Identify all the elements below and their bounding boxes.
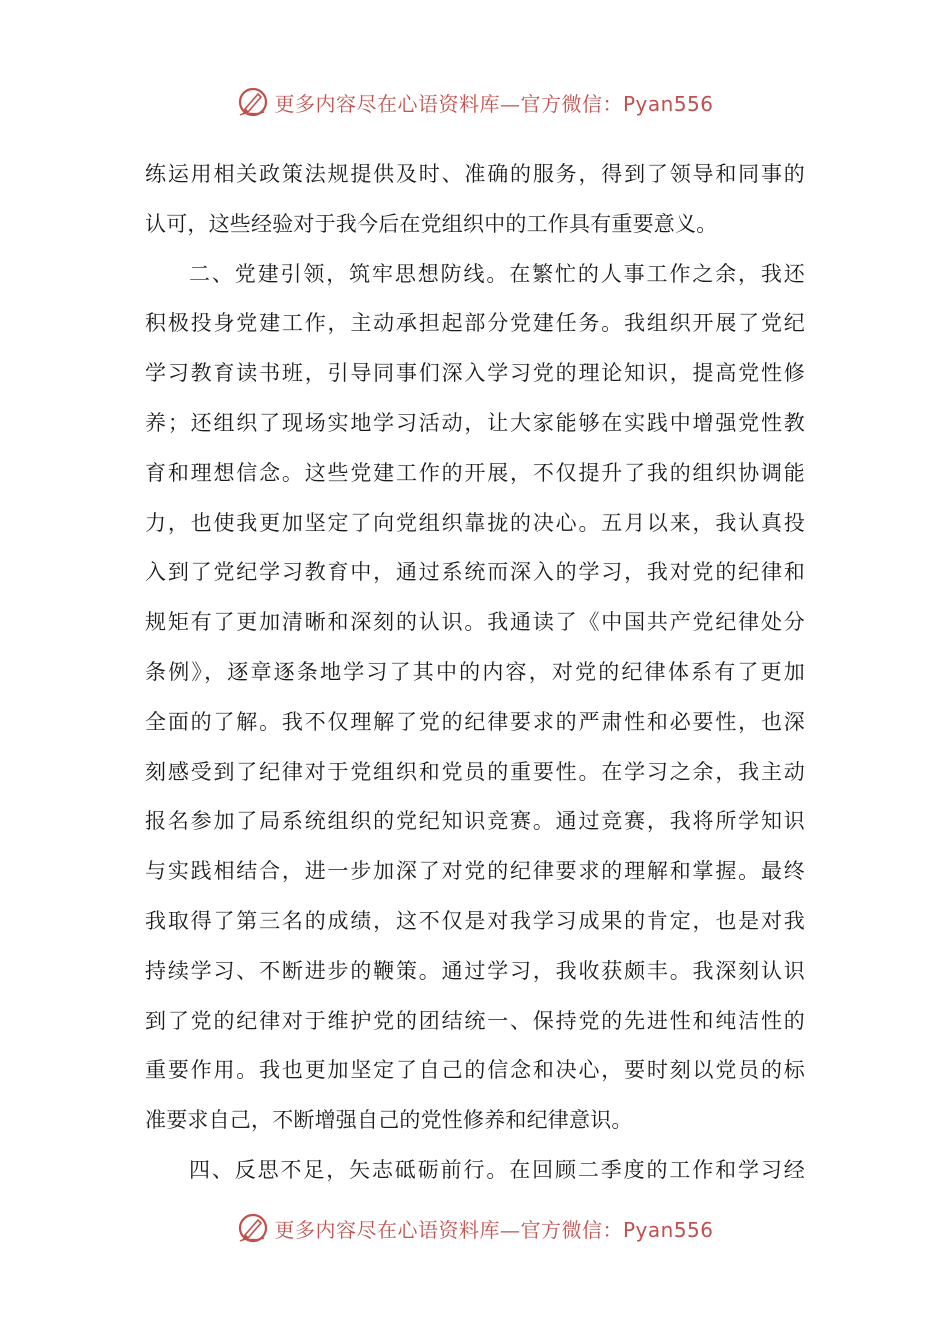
text-line: 条例》，逐章逐条地学习了其中的内容，对党的纪律体系有了更加 <box>145 659 805 684</box>
pen-logo-icon <box>236 85 270 119</box>
pen-logo-icon <box>236 1211 270 1245</box>
text-line: 入到了党纪学习教育中，通过系统而深入的学习，我对党的纪律和 <box>145 560 805 585</box>
text-line: 重要作用。我也更加坚定了自己的信念和决心，要时刻以党员的标 <box>145 1058 805 1083</box>
banner-text <box>274 88 713 117</box>
document-body <box>145 150 805 1196</box>
text-line: 学习教育读书班，引导同事们深入学习党的理论知识，提高党性修 <box>145 361 805 386</box>
text-line: 刻感受到了纪律对于党组织和党员的重要性。在学习之余，我主动 <box>145 759 805 784</box>
text-line: 练运用相关政策法规提供及时、准确的服务，得到了领导和同事的 <box>145 162 805 186</box>
text-line: 养；还组织了现场实地学习活动，让大家能够在实践中增强党性教 <box>145 410 805 435</box>
text-line: 全面的了解。我不仅理解了党的纪律要求的严肃性和必要性，也深 <box>145 709 805 734</box>
text-line: 力，也使我更加坚定了向党组织靠拢的决心。五月以来，我认真投 <box>145 510 805 535</box>
header-banner <box>0 82 950 122</box>
text-line: 持续学习、不断进步的鞭策。通过学习，我收获颇丰。我深刻认识 <box>145 958 805 983</box>
text-line: 积极投身党建工作，主动承担起部分党建任务。我组织开展了党纪 <box>145 311 805 336</box>
footer-banner <box>0 1208 950 1248</box>
banner-label: 更多内容尽在心语资料库—官方微信： <box>274 1217 623 1242</box>
text-line: 育和理想信念。这些党建工作的开展，不仅提升了我的组织协调能 <box>145 460 805 485</box>
wechat-id: Pyan556 <box>622 91 714 116</box>
text-line: 到了党的纪律对于维护党的团结统一、保持党的先进性和纯洁性的 <box>145 1008 805 1033</box>
paragraph-start-line: 二、党建引领，筑牢思想防线。在繁忙的人事工作之余，我还 <box>189 261 805 286</box>
text-line: 我取得了第三名的成绩，这不仅是对我学习成果的肯定，也是对我 <box>145 908 805 933</box>
text-line: 规矩有了更加清晰和深刻的认识。我通读了《中国共产党纪律处分 <box>145 610 805 635</box>
text-line: 认可，这些经验对于我今后在党组织中的工作具有重要意义。 <box>145 211 718 236</box>
wechat-id: Pyan556 <box>622 1217 714 1242</box>
paragraph-start-line: 四、反思不足，矢志砥砺前行。在回顾二季度的工作和学习经 <box>189 1157 805 1182</box>
banner-text <box>274 1214 713 1243</box>
banner-label: 更多内容尽在心语资料库—官方微信： <box>274 91 623 116</box>
text-line: 报名参加了局系统组织的党纪知识竞赛。通过竞赛，我将所学知识 <box>145 809 805 834</box>
text-line: 与实践相结合，进一步加深了对党的纪律要求的理解和掌握。最终 <box>145 859 805 884</box>
text-line: 准要求自己，不断增强自己的党性修养和纪律意识。 <box>145 1108 633 1133</box>
